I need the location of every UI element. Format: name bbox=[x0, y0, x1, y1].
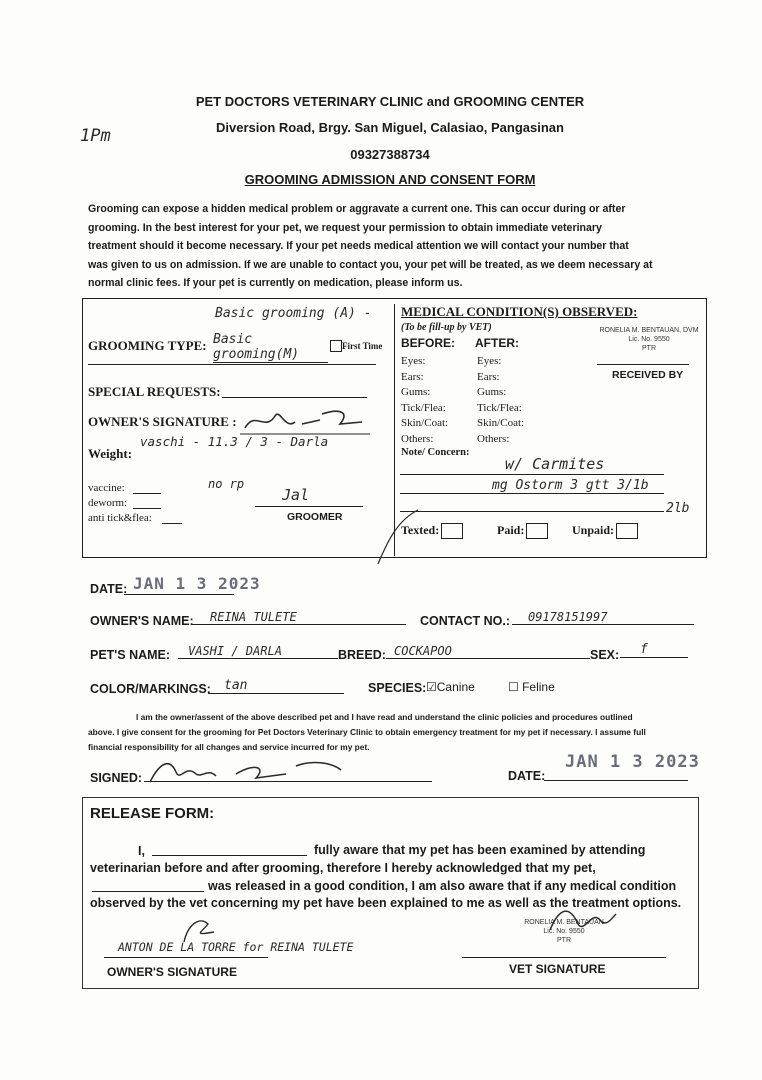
first-time-label: First Time bbox=[342, 341, 383, 351]
owner-signature-mark bbox=[240, 402, 370, 436]
release-title: RELEASE FORM: bbox=[90, 805, 215, 822]
canine-checkbox[interactable]: ☑ bbox=[426, 680, 437, 694]
vaccine-field[interactable] bbox=[133, 493, 161, 494]
medical-title: MEDICAL CONDITION(S) OBSERVED: bbox=[401, 304, 638, 319]
form-title: GROOMING ADMISSION AND CONSENT FORM bbox=[244, 172, 536, 187]
unpaid-checkbox[interactable] bbox=[616, 523, 638, 539]
vet-ptr: PTR bbox=[642, 345, 656, 352]
intro-line: grooming. In the best interest for your pet, we request your permission to obtain immediate veterinary bbox=[88, 221, 602, 234]
note-line-3: 2lb bbox=[666, 501, 690, 516]
texted-label: Texted: bbox=[401, 523, 440, 537]
note-line-1: w/ Carmites bbox=[505, 455, 605, 473]
signed-date-line bbox=[544, 780, 688, 781]
intro-line: Grooming can expose a hidden medical problem or aggravate a current one. This can occur during or after bbox=[88, 203, 626, 215]
canine-option[interactable] bbox=[426, 680, 475, 694]
consent-paragraph bbox=[88, 710, 700, 755]
vet-name: RONELIA M. BENTAUAN, DVM bbox=[599, 327, 699, 334]
signed-signature-mark bbox=[146, 752, 346, 788]
date-line bbox=[124, 594, 234, 595]
breed-value: COCKAPOO bbox=[386, 644, 590, 659]
after-item: Skin/Coat: bbox=[477, 417, 525, 429]
pet-name-value: VASHI / DARLA bbox=[178, 644, 338, 659]
sex-label: SEX: bbox=[590, 648, 620, 662]
groomer-label: GROOMER bbox=[287, 511, 343, 523]
clinic-phone: 09327388734 bbox=[350, 147, 430, 162]
contact-value: 09178151997 bbox=[512, 610, 694, 625]
date-stamp: JAN 1 3 2023 bbox=[133, 574, 261, 593]
pen-stroke-mark bbox=[368, 500, 428, 570]
release-i: I, bbox=[138, 844, 145, 858]
note-rule-1 bbox=[400, 474, 664, 475]
paid-option[interactable] bbox=[497, 523, 548, 539]
before-list bbox=[401, 354, 448, 447]
intro-line: normal clinic fees. If your pet is currently on medication, please inform us. bbox=[88, 277, 463, 289]
note-label: Note/ Concern: bbox=[401, 447, 470, 458]
clinic-name: PET DOCTORS VETERINARY CLINIC and GROOMING CENTER bbox=[195, 94, 585, 109]
owner-signature-label: OWNER'S SIGNATURE bbox=[107, 965, 237, 979]
deworm-field[interactable] bbox=[133, 508, 161, 509]
vet-stamp bbox=[594, 326, 704, 353]
note-rule-2 bbox=[400, 493, 664, 494]
groomer-line bbox=[255, 506, 363, 507]
contact-label: CONTACT NO.: bbox=[420, 614, 511, 628]
intro-line: treatment should it become necessary. If your pet needs medical attention we will contact your number that bbox=[88, 240, 629, 252]
clinic-address: Diversion Road, Brgy. San Miguel, Calasiao, Pangasinan bbox=[216, 120, 564, 135]
feline-option[interactable] bbox=[508, 680, 555, 694]
date-label: DATE: bbox=[90, 582, 128, 596]
vaccine-label: vaccine: bbox=[88, 482, 125, 494]
before-item: Eyes: bbox=[401, 355, 426, 367]
vet-signature-label: VET SIGNATURE bbox=[509, 962, 606, 976]
release-line-2: veterinarian before and after grooming, therefore I hereby acknowledged that my pet, bbox=[90, 861, 596, 875]
received-line bbox=[597, 364, 689, 365]
after-list bbox=[477, 354, 524, 447]
release-line-4: observed by the vet concerning my pet have been explained to me as well as the treatment options. bbox=[90, 896, 682, 910]
note-rule-3 bbox=[400, 511, 664, 512]
owner-signature-value: ANTON DE LA TORRE for REINA TULETE bbox=[118, 940, 354, 954]
signed-label: SIGNED: bbox=[90, 771, 143, 785]
species-label: SPECIES: bbox=[368, 681, 427, 695]
color-label: COLOR/MARKINGS: bbox=[90, 682, 211, 696]
grooming-type-label: GROOMING TYPE: bbox=[88, 338, 207, 353]
pet-name-label: PET'S NAME: bbox=[90, 648, 171, 662]
unpaid-label: Unpaid: bbox=[572, 523, 615, 537]
received-by-label: RECEIVED BY bbox=[612, 369, 684, 381]
deworm-label: deworm: bbox=[88, 497, 128, 509]
special-requests-field[interactable] bbox=[222, 397, 367, 398]
release-stamp-name: RONELIA M. BENTAUAN bbox=[524, 919, 604, 926]
after-item: Gums: bbox=[477, 386, 507, 398]
release-stamp-lic: Lic. No. 9550 bbox=[543, 928, 585, 935]
consent-line: I am the owner/assent of the above described pet and I have read and understand the clinic policies and procedures outlined bbox=[136, 712, 633, 722]
release-line-1: fully aware that my pet has been examined by attending bbox=[314, 843, 646, 857]
after-item: Ears: bbox=[477, 370, 500, 383]
vet-signature-mark bbox=[540, 900, 620, 940]
paid-checkbox[interactable] bbox=[526, 523, 548, 539]
grooming-note: Basic grooming (A) - bbox=[215, 306, 372, 321]
signed-date-label: DATE: bbox=[508, 769, 546, 783]
groomer-value: Jal bbox=[282, 486, 310, 504]
feline-checkbox[interactable]: ☐ bbox=[508, 680, 523, 694]
owner-sig-line bbox=[104, 957, 268, 958]
release-name-field[interactable] bbox=[152, 855, 307, 856]
canine-label: Canine bbox=[436, 680, 475, 694]
intro-line: was given to us on admission. If we are unable to contact you, your pet will be treated, as we deem necessary at bbox=[88, 258, 653, 271]
before-item: Gums: bbox=[401, 386, 431, 398]
release-stamp-ptr: PTR bbox=[557, 937, 571, 944]
owner-name-label: OWNER'S NAME: bbox=[90, 614, 194, 628]
breed-label: BREED: bbox=[338, 648, 386, 662]
release-pet-field[interactable] bbox=[92, 891, 204, 892]
texted-checkbox[interactable] bbox=[441, 523, 463, 539]
antitick-field[interactable] bbox=[162, 523, 182, 524]
paid-label: Paid: bbox=[497, 523, 525, 537]
grooming-line bbox=[88, 364, 376, 365]
owner-signature-label: OWNER'S SIGNATURE : bbox=[88, 414, 237, 429]
medical-subtitle: (To be fill-up by VET) bbox=[401, 322, 492, 333]
vet-lic: Lic. No. 9550 bbox=[628, 336, 670, 343]
first-time-checkbox[interactable] bbox=[330, 340, 342, 352]
note-line-2: mg Ostorm 3 gtt 3/1b bbox=[492, 478, 649, 493]
consent-line: financial responsibility for all changes and service incurred for my pet. bbox=[88, 742, 370, 752]
signed-date-stamp: JAN 1 3 2023 bbox=[565, 752, 700, 772]
after-item: Eyes: bbox=[477, 355, 502, 367]
sex-value: f bbox=[620, 642, 688, 658]
vaccine-note: no rp bbox=[208, 477, 245, 491]
after-item: Others: bbox=[477, 432, 510, 445]
weight-label: Weight: bbox=[88, 446, 133, 461]
special-requests-label: SPECIAL REQUESTS: bbox=[88, 384, 221, 399]
before-item: Ears: bbox=[401, 370, 424, 383]
before-item: Tick/Flea: bbox=[401, 401, 446, 414]
grooming-type-value: Basic grooming(M) bbox=[213, 332, 328, 363]
owner-name-value: REINA TULETE bbox=[192, 610, 406, 625]
color-value: tan bbox=[208, 678, 344, 694]
intro-paragraph bbox=[88, 200, 698, 293]
before-label: BEFORE: bbox=[401, 336, 455, 350]
before-item: Others: bbox=[401, 432, 434, 445]
after-item: Tick/Flea: bbox=[477, 401, 522, 414]
margin-note: 1Pm bbox=[80, 126, 111, 146]
weight-value: vaschi - 11.3 / 3 - Darla bbox=[140, 434, 329, 449]
before-item: Skin/Coat: bbox=[401, 417, 449, 429]
after-label: AFTER: bbox=[475, 336, 519, 350]
consent-line: above. I give consent for the grooming for Pet Doctors Veterinary Clinic to obtain emergency treatment for my pet if necessary. I assume full bbox=[88, 727, 646, 737]
antitick-label: anti tick&flea: bbox=[88, 512, 152, 524]
vet-sig-line bbox=[462, 957, 666, 958]
feline-label: Feline bbox=[522, 680, 555, 694]
release-line-3: was released in a good condition, I am also aware that if any medical condition bbox=[208, 879, 677, 893]
unpaid-option[interactable] bbox=[572, 523, 638, 539]
